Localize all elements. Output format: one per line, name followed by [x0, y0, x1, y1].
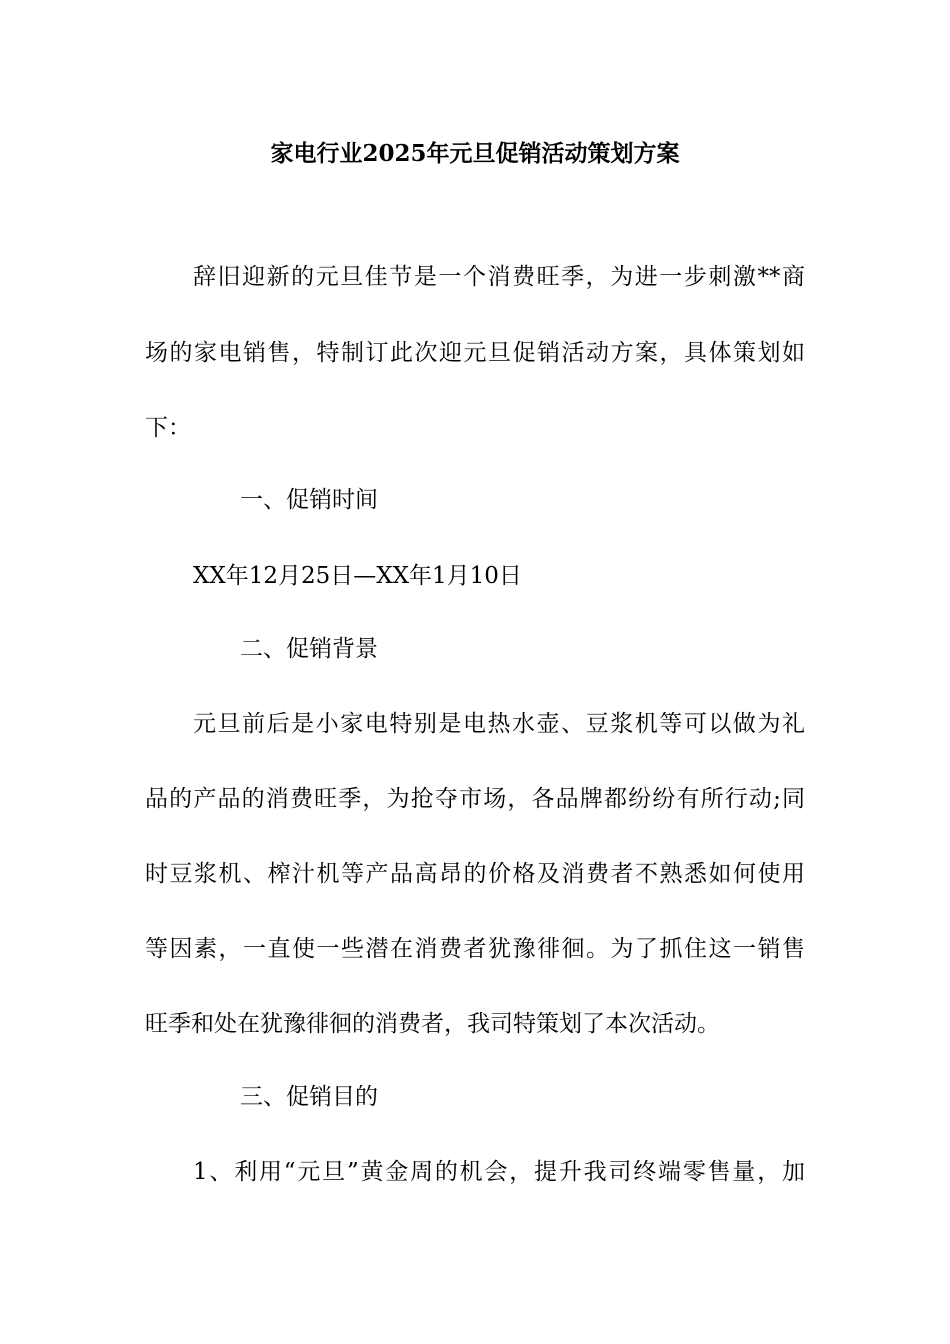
background-line-1: 元旦前后是小家电特别是电热水壶、豆浆机等可以做为礼 — [193, 711, 805, 737]
intro-line-1: 辞旧迎新的元旦佳节是一个消费旺季，为进一步刺激**商 — [193, 264, 805, 290]
background-line-4: 等因素，一直使一些潜在消费者犹豫徘徊。为了抓住这一销售 — [145, 936, 805, 962]
purpose-line-1: 1、利用“元旦”黄金周的机会，提升我司终端零售量，加 — [193, 1159, 805, 1185]
background-line-5: 旺季和处在犹豫徘徊的消费者，我司特策划了本次活动。 — [145, 1011, 720, 1037]
background-line-2: 品的产品的消费旺季，为抢夺市场，各品牌都纷纷有所行动;同 — [145, 786, 805, 812]
section-heading-promotion-time: 一、促销时间 — [240, 487, 378, 513]
intro-line-3: 下： — [145, 415, 191, 441]
section-heading-promotion-purpose: 三、促销目的 — [240, 1084, 378, 1110]
intro-line-2: 场的家电销售，特制订此次迎元旦促销活动方案，具体策划如 — [145, 340, 805, 366]
background-line-3: 时豆浆机、榨汁机等产品高昂的价格及消费者不熟悉如何使用 — [145, 861, 805, 887]
section-heading-promotion-background: 二、促销背景 — [240, 636, 378, 662]
document-title: 家电行业2025年元旦促销活动策划方案 — [270, 140, 680, 167]
promotion-date-range: XX年12月25日—XX年1月10日 — [193, 563, 522, 589]
